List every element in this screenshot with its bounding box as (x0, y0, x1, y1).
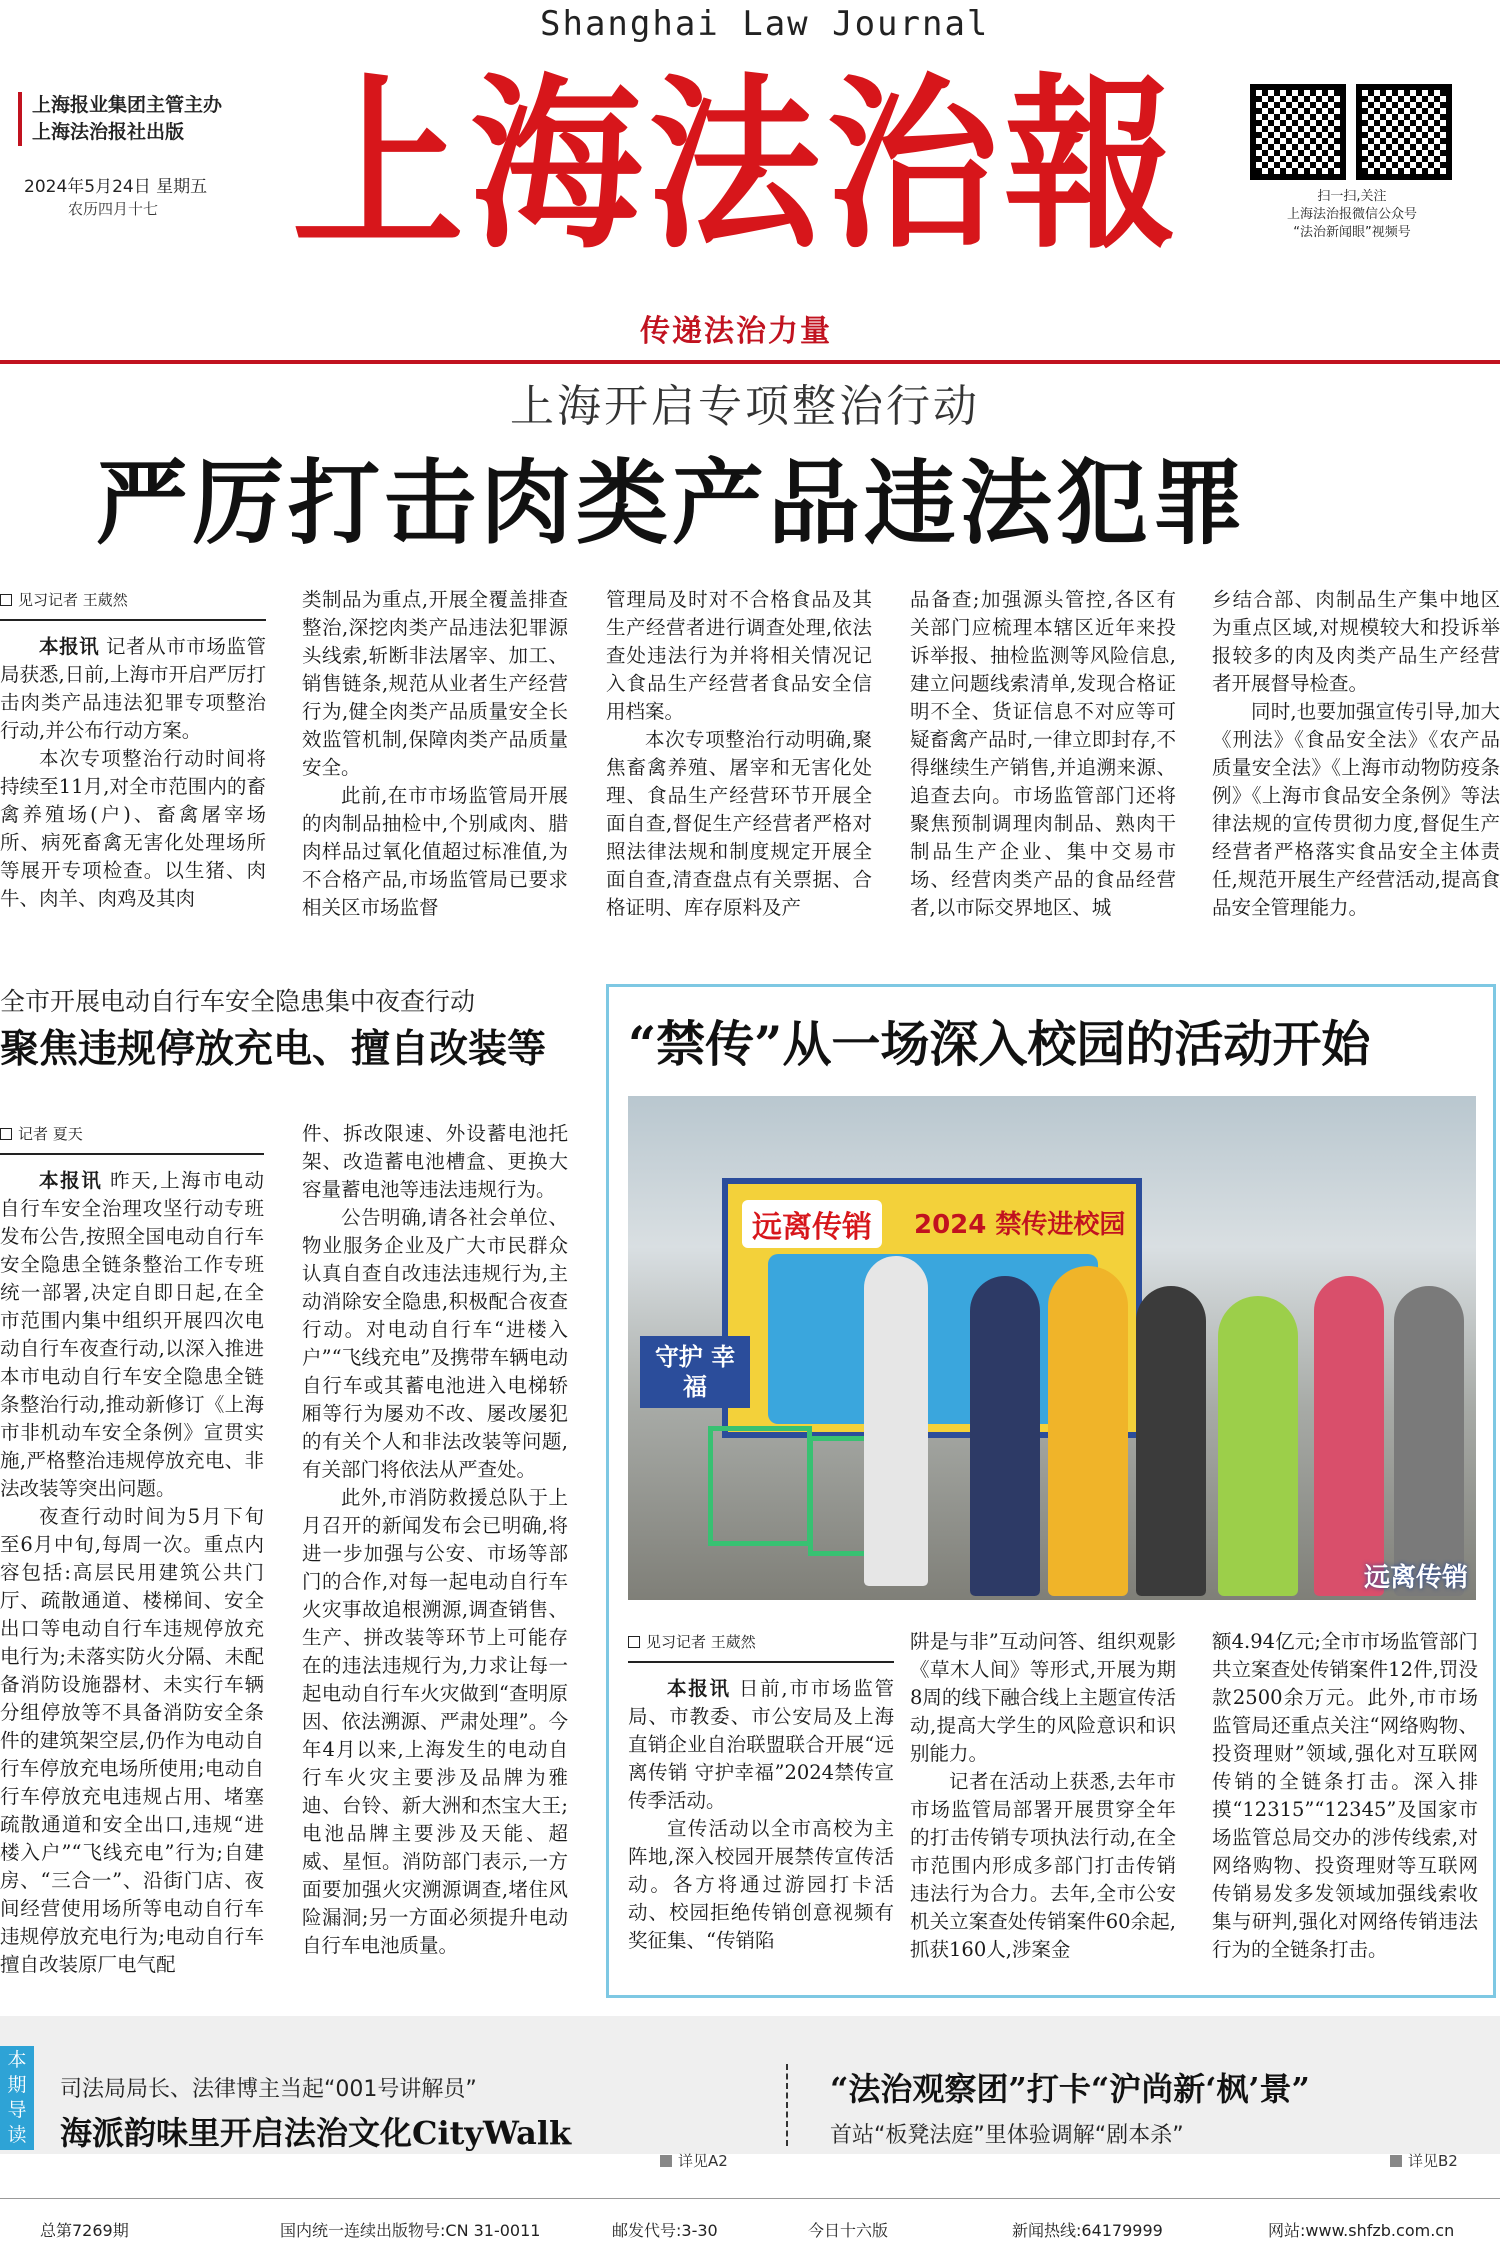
paragraph: 类制品为重点,开展全覆盖排查整治,深挖肉类产品违法犯罪源头线索,斩断非法屠宰、加工、销售链条,规范从业者生产经营行为,健全肉类产品质量安全长效监管机制,保障肉类产品质量安全。 (302, 588, 568, 779)
footer-cn: 国内统一连续出版物号:CN 31-0011 (280, 2221, 541, 2240)
paragraph: 公告明确,请各社会单位、物业服务企业及广大市民群众认真自查自改违法违规行为,主动消除安全隐患,积极配合夜查行动。对电动自行车“进楼入户”“飞线充电”及携带车辆电动自行车或其蓄电池进入电梯轿厢等行为屡劝不改、屡改屡犯的有关个人和非法改装等问题,有关部门将依法从严查处。 (302, 1206, 568, 1481)
board-year: 2024 禁传进校园 (914, 1210, 1126, 1240)
paragraph: 本次专项整治行动时间将持续至11月,对全市范围内的畜禽养殖场(户)、畜禽屠宰场所、病死畜禽无害化处理场所等展开专项检查。以生猪、肉牛、肉羊、肉鸡及其肉 (0, 747, 266, 910)
lead-column-1 (0, 586, 266, 926)
newspaper-logo: 上海法治報 (292, 54, 1182, 275)
lead-column-3 (606, 586, 872, 926)
board-title: 远离传销 (742, 1200, 882, 1248)
boxed-column-3 (1212, 1628, 1478, 1988)
dateline: 本报讯 (667, 1677, 731, 1700)
wechat-qr-code[interactable] (1250, 84, 1346, 180)
paragraph: 日前,市市场监管局、市教委、市公安局及上海直销企业自治联盟联合开展“远离传销 守护幸福”2024禁传宣传季活动。 (628, 1677, 894, 1812)
english-title: Shanghai Law Journal (540, 4, 990, 44)
boxed-headline[interactable]: “禁传”从一场深入校园的活动开始 (628, 1015, 1371, 1073)
photo-watermark: 远离传销 (1363, 1563, 1468, 1593)
paragraph: 同时,也要加强宣传引导,加大《刑法》《食品安全法》《农产品质量安全法》《上海市动物防疫条例》《上海市食品安全条例》等法律法规的宣传贯彻力度,督促生产经营者严格落实食品安全主体责任,规范开展生产经营活动,提高食品安全管理能力。 (1212, 700, 1500, 919)
paragraph: 记者从市市场监管局获悉,日前,上海市开启严厉打击肉类产品违法犯罪专项整治行动,并公布行动方案。 (0, 635, 266, 742)
lead-column-5 (1212, 586, 1500, 926)
publisher-line-2: 上海法治报社出版 (32, 121, 185, 143)
lunar-date: 农历四月十七 (68, 200, 159, 218)
square-bullet-icon (628, 1636, 640, 1648)
paragraph: 此前,在市市场监管局开展的肉制品抽检中,个别咸肉、腊肉样品过氧化值超过标准值,为不合格产品,市场监管局已要求相关区市场监督 (302, 784, 568, 919)
paragraph: 昨天,上海市电动自行车安全治理攻坚行动专班发布公告,按照全国电动自行车安全隐患全链条整治工作专班统一部署,决定自即日起,在全市范围内集中组织开展四次电动自行车夜查行动,以深入推进本市电动自行车安全隐患全链条整治行动,推动新修订《上海市非机动车安全条例》宣贯实施,严格整治违规停放充电、非法改装等突出问题。 (0, 1169, 264, 1500)
paragraph: 阱是与非”互动问答、组织观影《草木人间》等形式,开展为期8周的线下融合线上主题宣传活动,提高大学生的风险意识和识别能力。 (910, 1630, 1176, 1765)
square-bullet-icon (0, 1128, 12, 1140)
qr-caption-line: 扫一扫,关注 (1317, 189, 1387, 204)
qr-caption (1242, 188, 1462, 242)
board-side-sign: 守护 幸福 (640, 1336, 750, 1408)
teaser-1-page-ref[interactable] (660, 2150, 728, 2171)
paragraph: 乡结合部、肉制品生产集中地区为重点区域,对规模较大和投诉举报较多的肉及肉类产品生产经营者开展督导检查。 (1212, 588, 1500, 695)
student-figure (864, 1256, 928, 1586)
footer-pages: 今日十六版 (808, 2221, 889, 2240)
paragraph: 本次专项整治行动明确,聚焦畜禽养殖、屠宰和无害化处理、食品生产经营环节开展全面自查,督促生产经营者严格对照法律法规和制度规定开展全面自查,清查盘点有关票据、合格证明、库存原料及产 (606, 728, 872, 919)
boxed-byline (628, 1628, 894, 1663)
lead-kicker: 上海开启专项整治行动 (510, 381, 980, 432)
teaser-1-headline[interactable]: 海派韵味里开启法治文化CityWalk (60, 2114, 572, 2152)
in-this-issue-tag: 本期导读 (0, 2046, 34, 2150)
page-ref-text: 详见B2 (1408, 2152, 1458, 2170)
slogan: 传递法治力量 (640, 314, 832, 349)
boxed-column-1 (628, 1628, 894, 1988)
student-figure (1314, 1276, 1384, 1596)
lead-headline[interactable]: 严厉打击肉类产品违法犯罪 (96, 449, 1249, 557)
footer-rule (0, 2198, 1500, 2199)
student-figure (1136, 1286, 1206, 1596)
news-photo[interactable] (628, 1096, 1476, 1600)
byline-text: 见习记者 王葳然 (18, 591, 128, 609)
qr-caption-line: “法治新闻眼”视频号 (1293, 225, 1411, 240)
paragraph: 夜查行动时间为5月下旬至6月中旬,每周一次。重点内容包括:高层民用建筑公共门厅、疏散通道、楼梯间、安全出口等电动自行车违规停放充电行为;未落实防火分隔、未配备消防设施器材、未实行车辆分组停放等不具备消防安全条件的建筑架空层,仍作为电动自行车停放充电场所使用;电动自行车停放充电违规占用、堵塞疏散通道和安全出口,违规“进楼入户”“飞线充电”行为;自建房、“三合一”、沿街门店、夜间经营使用场所等电动自行车违规停放充电行为;电动自行车擅自改装原厂电气配 (0, 1505, 264, 1976)
dateline: 本报讯 (39, 635, 100, 658)
lead-column-2 (302, 586, 568, 926)
teaser-2-page-ref[interactable] (1390, 2150, 1458, 2171)
student-figure (1048, 1266, 1128, 1596)
second-column-1 (0, 1120, 264, 1998)
paragraph: 宣传活动以全市高校为主阵地,深入校园开展禁传宣传活动。各方将通过游园打卡活动、校园拒绝传销创意视频有奖征集、“传销陷 (628, 1817, 894, 1952)
paragraph: 件、拆改限速、外设蓄电池托架、改造蓄电池槽盒、更换大容量蓄电池等违法违规行为。 (302, 1122, 568, 1201)
publisher-line-1: 上海报业集团主管主办 (32, 94, 223, 116)
footer-hotline: 新闻热线:64179999 (1012, 2221, 1163, 2240)
publisher-info (18, 92, 222, 146)
paragraph: 记者在活动上获悉,去年市市场监管局部署开展贯穿全年的打击传销专项执法行动,在全市范围内形成多部门打击传销违法行为合力。去年,全市公安机关立案查处传销案件60余起,抓获160人,涉案金 (910, 1770, 1176, 1961)
paragraph: 额4.94亿元;全市市场监管部门共立案查处传销案件12件,罚没款2500余万元。此外,市市场监管局还重点关注“网络购物、投资理财”领域,强化对互联网传销的全链条打击。深入排摸“12315”“12345”及国家市场监管总局交办的涉传线索,对网络购物、投资理财等互联网传销易发多发领域加强线索收集与研判,强化对网络传销违法行为的全链条打击。 (1212, 1630, 1478, 1961)
lead-byline (0, 586, 266, 621)
teaser-divider (786, 2064, 788, 2146)
footer-issue: 总第7269期 (40, 2221, 129, 2240)
student-figure (1218, 1296, 1298, 1596)
footer-website[interactable]: 网站:www.shfzb.com.cn (1268, 2221, 1455, 2240)
lead-column-4 (910, 586, 1176, 926)
second-kicker: 全市开展电动自行车安全隐患集中夜查行动 (0, 987, 476, 1016)
byline-text: 见习记者 王葳然 (646, 1633, 756, 1651)
masthead-rule (0, 360, 1500, 364)
green-frame (708, 1426, 812, 1546)
teaser-2-kicker: 首站“板凳法庭”里体验调解“剧本杀” (830, 2123, 1184, 2148)
paragraph: 此外,市消防救援总队于上月召开的新闻发布会已明确,将进一步加强与公安、市场等部门的合作,对每一起电动自行车火灾事故追根溯源,调查销售、生产、拼改装等环节上可能存在的违法违规行为,力求让每一起电动自行车火灾做到“查明原因、依法溯源、严肃处理”。今年4月以来,上海发生的电动自行车火灾主要涉及品牌为雅迪、台铃、新大洲和杰宝大王;电池品牌主要涉及天能、超威、星恒。消防部门表示,一方面要加强火灾溯源调查,堵住风险漏洞;另一方面必须提升电动自行车电池质量。 (302, 1486, 568, 1957)
second-column-2 (302, 1120, 568, 1998)
paragraph: 品备查;加强源头管控,各区有关部门应梳理本辖区近年来投诉举报、抽检监测等风险信息,建立问题线索清单,发现合格证明不全、货证信息不对应等可疑畜禽产品时,一律立即封存,不得继续生产销售,并追溯来源、追查去向。市场监管部门还将聚焦预制调理肉制品、熟肉干制品生产企业、集中交易市场、经营肉类产品的食品经营者,以市际交界地区、城 (910, 588, 1176, 919)
second-headline[interactable]: 聚焦违规停放充电、擅自改装等 (0, 1026, 547, 1072)
square-bullet-icon (0, 594, 12, 606)
second-byline (0, 1120, 264, 1155)
qr-caption-line: 上海法治报微信公众号 (1286, 207, 1417, 222)
boxed-column-2 (910, 1628, 1176, 1988)
video-qr-code[interactable] (1356, 84, 1452, 180)
square-bullet-icon (1390, 2155, 1402, 2167)
student-figure (970, 1276, 1040, 1596)
footer-postal: 邮发代号:3-30 (612, 2221, 718, 2240)
issue-date: 2024年5月24日 星期五 (24, 177, 208, 197)
teaser-1-kicker: 司法局局长、法律博主当起“001号讲解员” (60, 2077, 477, 2102)
byline-text: 记者 夏天 (18, 1125, 83, 1143)
student-figure (1394, 1286, 1464, 1596)
teaser-2-headline[interactable]: “法治观察团”打卡“沪尚新‘枫’景” (830, 2070, 1310, 2108)
paragraph: 管理局及时对不合格食品及其生产经营者进行调查处理,依法查处违法行为并将相关情况记入食品生产经营者食品安全信用档案。 (606, 588, 872, 723)
dateline: 本报讯 (39, 1169, 103, 1192)
square-bullet-icon (660, 2155, 672, 2167)
page-ref-text: 详见A2 (678, 2152, 728, 2170)
